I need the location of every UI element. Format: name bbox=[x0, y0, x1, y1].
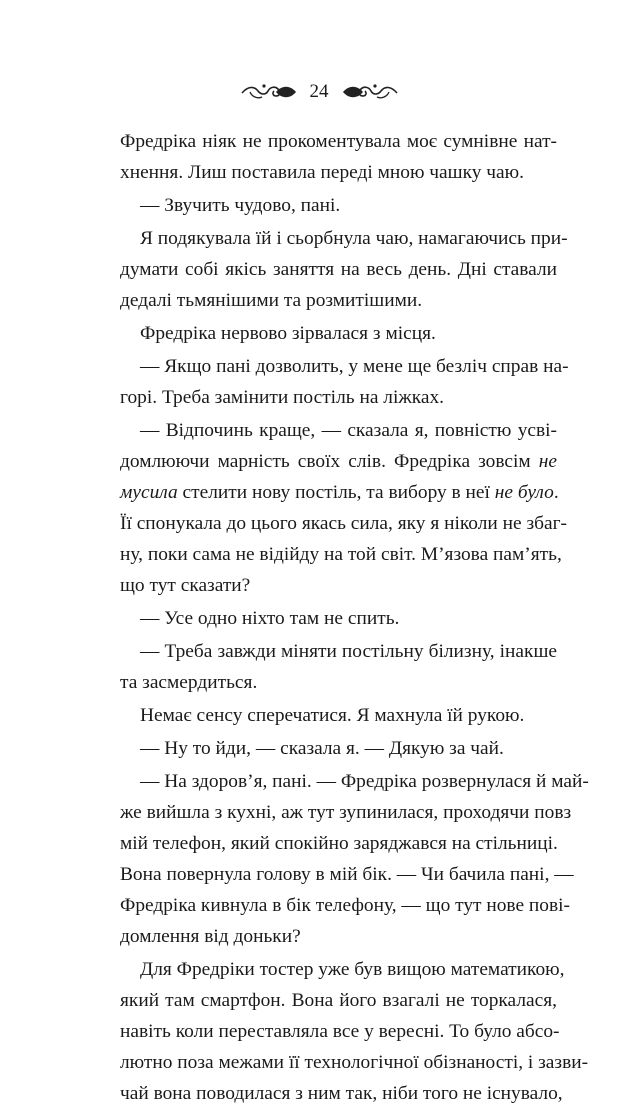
text-fragment: стелити нову постіль, та вибору в неї bbox=[177, 482, 495, 503]
text-line: Фредріка кивнула в бік телефону, — що тут нове пові- bbox=[120, 895, 570, 916]
text-line: дедалі тьмянішими та розмитішими. bbox=[120, 290, 423, 311]
emphasis-text: не було bbox=[494, 482, 554, 503]
text-line bbox=[120, 477, 557, 508]
text-line: думати собі якісь заняття на весь день. Дні ставали bbox=[120, 259, 557, 280]
text-fragment: . bbox=[553, 482, 559, 503]
body-text bbox=[120, 126, 589, 1109]
text-line: Фредріка нервово зірвалася з місця. bbox=[140, 323, 436, 344]
text-line bbox=[120, 446, 557, 477]
text-line: домлення від доньки? bbox=[120, 926, 301, 947]
ornament-flourish-icon bbox=[240, 80, 298, 104]
text-line: Немає сенсу сперечатися. Я махнула їй рукою. bbox=[140, 705, 525, 726]
text-line: горі. Треба замінити постіль на ліжках. bbox=[120, 387, 445, 408]
text-line: Для Фредріки тостер уже був вищою математикою, bbox=[140, 959, 565, 980]
text-line: — Якщо пані дозволить, у мене ще безліч справ на- bbox=[140, 356, 569, 377]
text-line: що тут сказати? bbox=[120, 575, 251, 596]
text-line: — На здоров’я, пані. — Фредріка розвернулася й май- bbox=[140, 771, 589, 792]
text-line: навіть коли переставляла все у вересні. То було абсо- bbox=[120, 1021, 560, 1042]
ornament-flourish-icon bbox=[341, 80, 399, 104]
text-line: який там смартфон. Вона його взагалі не торкалася, bbox=[120, 990, 557, 1011]
text-line: Її спонукала до цього якась сила, яку я ніколи не збаг- bbox=[120, 513, 568, 534]
page-number: 24 bbox=[309, 81, 329, 102]
text-line: чай вона поводилася з ним так, ніби того не існувало, bbox=[120, 1083, 563, 1104]
emphasis-text: мусила bbox=[120, 482, 178, 503]
text-line: — Ну то йди, — сказала я. — Дякую за чай. bbox=[140, 738, 504, 759]
text-line: Фредріка ніяк не прокоментувала моє сумнівне нат- bbox=[120, 131, 557, 152]
text-line: — Відпочинь краще, — сказала я, повністю усві- bbox=[140, 420, 557, 441]
text-line: же вийшла з кухні, аж тут зупинилася, проходячи повз bbox=[120, 802, 572, 823]
text-line: Вона повернула голову в мій бік. — Чи бачила пані, — bbox=[120, 864, 574, 885]
text-line: ну, поки сама не відійду на той світ. М’язова пам’ять, bbox=[120, 544, 562, 565]
text-line: мій телефон, який спокійно заряджався на стільниці. bbox=[120, 833, 558, 854]
emphasis-text: не bbox=[538, 451, 557, 472]
text-line: хнення. Лиш поставила переді мною чашку чаю. bbox=[120, 162, 524, 183]
page-header bbox=[0, 74, 638, 110]
text-line: та засмердиться. bbox=[120, 672, 258, 693]
text-line: — Усе одно ніхто там не спить. bbox=[140, 608, 400, 629]
text-fragment: домлюючи марність своїх слів. Фредріка зовсім bbox=[120, 451, 539, 472]
text-line: Я подякувала їй і сьорбнула чаю, намагаючись при- bbox=[140, 228, 568, 249]
text-line: лютно поза межами її технологічної обізнаності, і зазви- bbox=[120, 1052, 589, 1073]
text-line: — Звучить чудово, пані. bbox=[140, 195, 341, 216]
text-line: — Треба завжди міняти постільну білизну, інакше bbox=[140, 641, 557, 662]
